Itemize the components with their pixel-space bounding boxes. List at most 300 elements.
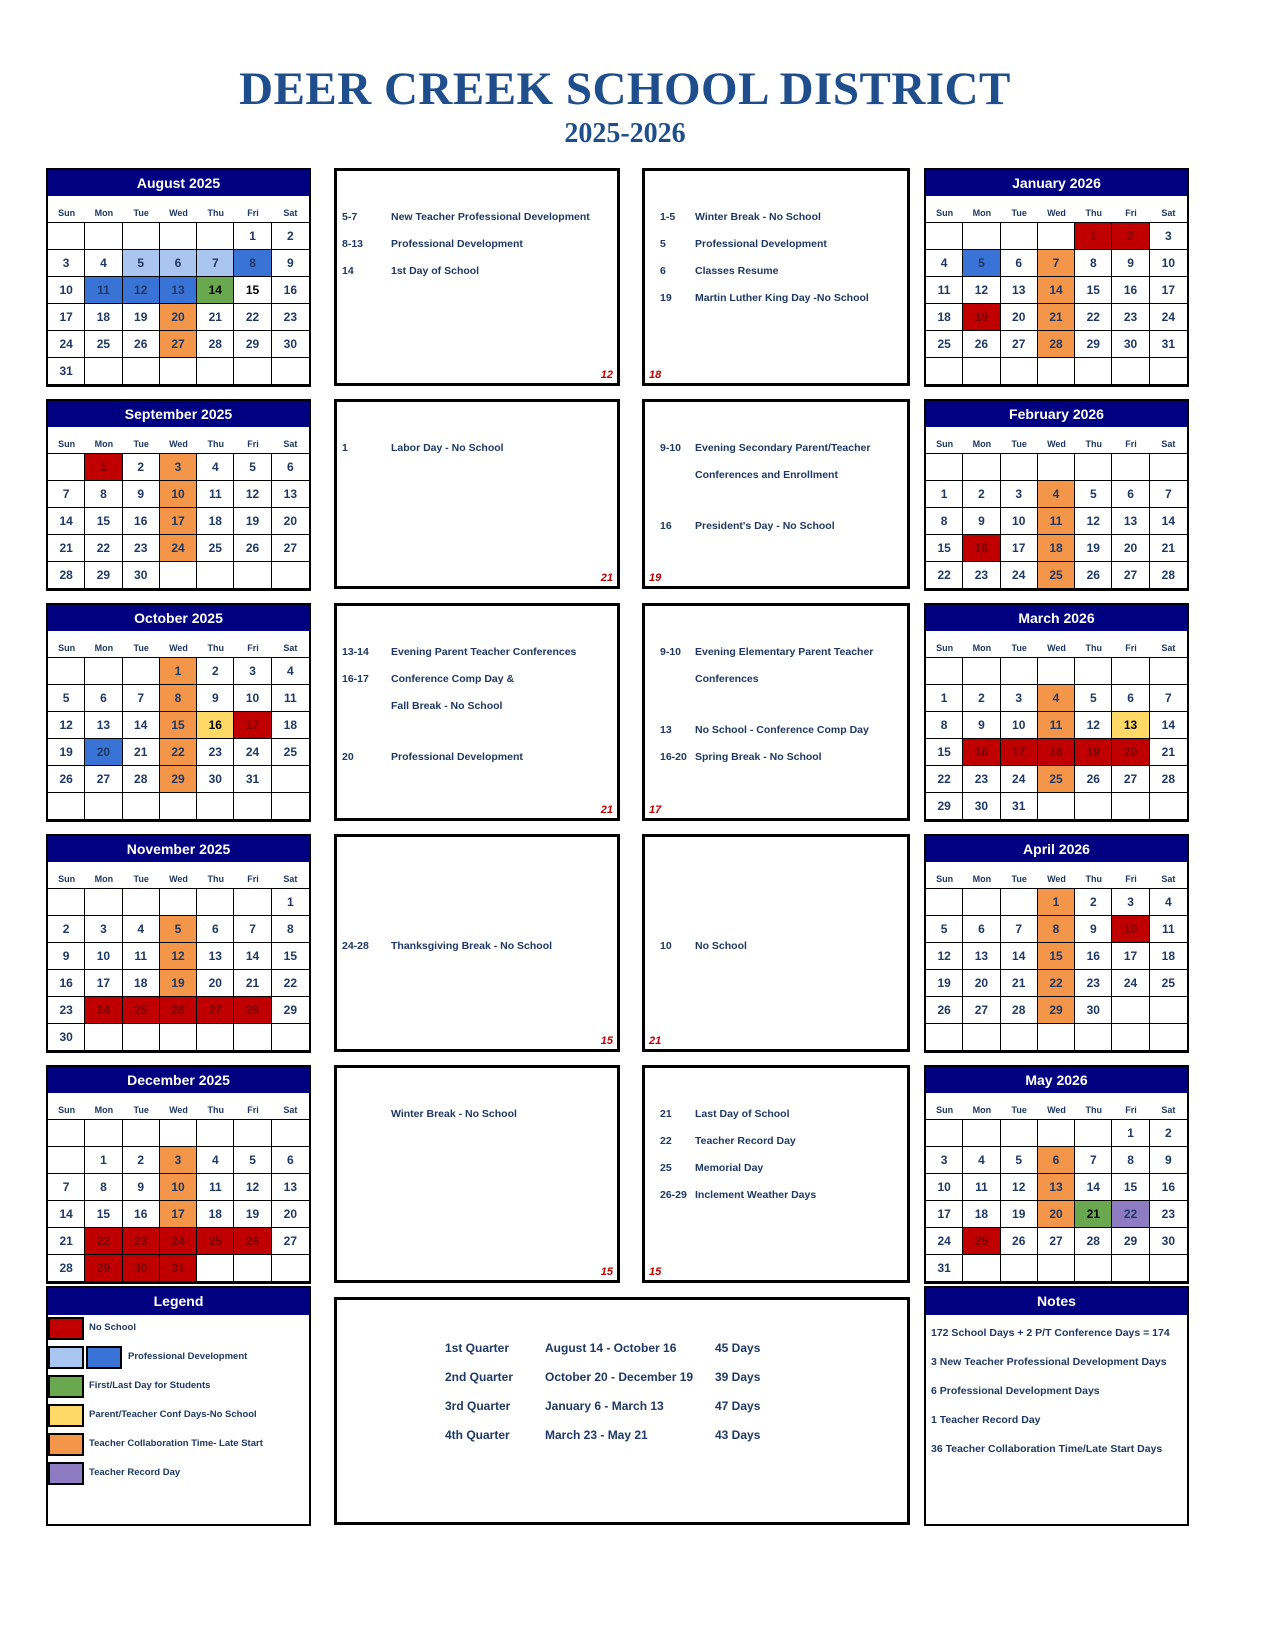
day-cell: 21 <box>48 535 85 562</box>
weekday-label: Wed <box>169 208 188 218</box>
day-cell <box>197 793 234 820</box>
day-cell: 21 <box>1150 739 1187 766</box>
event-date: 16-17 <box>342 673 369 685</box>
day-cell: 9 <box>1150 1147 1187 1174</box>
day-cell: 19 <box>234 508 271 535</box>
day-cell <box>197 889 234 916</box>
legend-label: Parent/Teacher Conf Days-No School <box>89 1409 257 1420</box>
day-cell: 26 <box>123 331 160 358</box>
events-box <box>334 834 620 1052</box>
month-calendar <box>924 168 1189 387</box>
event-date: 13-14 <box>342 646 369 658</box>
day-cell: 24 <box>160 535 197 562</box>
day-cell: 18 <box>85 304 122 331</box>
day-cell: 9 <box>197 685 234 712</box>
day-cell: 22 <box>1038 970 1075 997</box>
day-cell: 30 <box>963 793 1000 820</box>
day-cell: 27 <box>1112 766 1149 793</box>
day-cell: 4 <box>85 250 122 277</box>
day-cell: 1 <box>160 658 197 685</box>
day-cell <box>48 454 85 481</box>
weekday-label: Tue <box>133 1105 149 1115</box>
day-cell: 23 <box>48 997 85 1024</box>
day-cell: 8 <box>926 712 963 739</box>
day-cell: 30 <box>197 766 234 793</box>
weekday-label: Fri <box>1125 1105 1137 1115</box>
day-cell: 13 <box>272 481 309 508</box>
day-cell: 16 <box>48 970 85 997</box>
day-cell: 26 <box>1001 1228 1038 1255</box>
event-text: President's Day - No School <box>695 520 835 533</box>
day-cell: 17 <box>85 970 122 997</box>
weekday-header <box>926 196 1187 222</box>
day-cell: 28 <box>1001 997 1038 1024</box>
weekday-label: Tue <box>133 874 149 884</box>
day-cell: 12 <box>963 277 1000 304</box>
event-text: Martin Luther King Day -No School <box>695 292 869 304</box>
weekday-header <box>48 196 309 222</box>
day-cell: 1 <box>1112 1120 1149 1147</box>
legend-label: First/Last Day for Students <box>89 1380 211 1391</box>
event-date: 9-10 <box>660 442 682 454</box>
day-cell <box>160 1024 197 1051</box>
day-cell: 10 <box>1150 250 1187 277</box>
month-calendar <box>924 603 1189 822</box>
month-calendar <box>46 834 311 1053</box>
day-cell: 6 <box>963 916 1000 943</box>
day-cell: 10 <box>926 1174 963 1201</box>
day-cell <box>1150 454 1187 481</box>
weekday-label: Tue <box>1011 439 1027 449</box>
day-cell: 7 <box>1038 250 1075 277</box>
day-cell: 2 <box>123 1147 160 1174</box>
day-cell: 9 <box>1075 916 1112 943</box>
day-cell <box>1075 1255 1112 1282</box>
day-cell: 18 <box>1150 943 1187 970</box>
events-box <box>642 168 910 386</box>
day-cell: 16 <box>1150 1174 1187 1201</box>
event-date: 21 <box>660 1108 672 1120</box>
day-cell: 29 <box>85 1255 122 1282</box>
day-cell <box>926 223 963 250</box>
weekday-label: Tue <box>133 643 149 653</box>
day-cell: 27 <box>160 331 197 358</box>
event-text: Fall Break - No School <box>391 700 503 712</box>
day-cell: 13 <box>1001 277 1038 304</box>
day-cell <box>234 1120 271 1147</box>
day-grid <box>926 222 1187 385</box>
day-cell <box>197 1024 234 1051</box>
weekday-label: Sun <box>936 208 954 218</box>
day-cell: 12 <box>234 1174 271 1201</box>
day-cell: 10 <box>48 277 85 304</box>
day-cell: 8 <box>234 250 271 277</box>
day-cell <box>1001 454 1038 481</box>
day-cell: 20 <box>197 970 234 997</box>
day-cell: 28 <box>48 1255 85 1282</box>
event-text: Inclement Weather Days <box>695 1189 817 1201</box>
day-cell: 29 <box>1075 331 1112 358</box>
note-item: 36 Teacher Collaboration Time/Late Start Days <box>931 1443 1163 1455</box>
legend-label: Professional Development <box>128 1351 248 1362</box>
day-cell: 3 <box>160 454 197 481</box>
weekday-label: Mon <box>94 643 114 653</box>
weekday-label: Sat <box>1161 208 1176 218</box>
day-cell: 26 <box>1075 766 1112 793</box>
weekday-label: Sun <box>58 439 76 449</box>
month-title: October 2025 <box>48 605 309 631</box>
day-cell: 1 <box>85 454 122 481</box>
day-cell <box>48 658 85 685</box>
weekday-label: Sat <box>283 1105 298 1115</box>
day-cell: 30 <box>1075 997 1112 1024</box>
event-text: Last Day of School <box>695 1108 790 1120</box>
day-cell <box>1038 358 1075 385</box>
day-cell: 8 <box>1075 250 1112 277</box>
instruction-day-count: 18 <box>649 369 662 381</box>
quarter-q: 2nd Quarter <box>445 1370 514 1384</box>
day-cell: 6 <box>272 454 309 481</box>
day-cell: 17 <box>1112 943 1149 970</box>
day-cell <box>234 358 271 385</box>
day-cell: 3 <box>1150 223 1187 250</box>
day-cell: 24 <box>85 997 122 1024</box>
day-cell: 12 <box>48 712 85 739</box>
weekday-label: Thu <box>207 439 225 449</box>
day-cell: 17 <box>1150 277 1187 304</box>
instruction-day-count: 15 <box>600 1266 613 1278</box>
day-cell: 31 <box>1150 331 1187 358</box>
day-cell: 16 <box>272 277 309 304</box>
day-cell: 11 <box>197 1174 234 1201</box>
month-title: November 2025 <box>48 836 309 862</box>
day-cell <box>1150 793 1187 820</box>
day-cell <box>1112 1255 1149 1282</box>
day-cell: 10 <box>234 685 271 712</box>
day-cell: 11 <box>272 685 309 712</box>
day-grid <box>926 453 1187 589</box>
day-cell: 5 <box>48 685 85 712</box>
events-box <box>642 399 910 589</box>
day-cell: 18 <box>197 508 234 535</box>
event-text: Evening Elementary Parent Teacher <box>695 646 874 658</box>
day-cell: 25 <box>123 997 160 1024</box>
day-cell: 5 <box>963 250 1000 277</box>
event-text: Classes Resume <box>695 265 779 277</box>
day-cell: 16 <box>963 535 1000 562</box>
day-cell: 29 <box>1112 1228 1149 1255</box>
day-cell: 31 <box>48 358 85 385</box>
day-cell: 28 <box>1150 766 1187 793</box>
day-cell: 2 <box>963 685 1000 712</box>
day-cell: 8 <box>85 481 122 508</box>
day-cell: 4 <box>1038 685 1075 712</box>
day-cell: 14 <box>197 277 234 304</box>
day-cell: 18 <box>272 712 309 739</box>
day-cell: 19 <box>160 970 197 997</box>
quarter-range: January 6 - March 13 <box>545 1399 664 1413</box>
event-date: 25 <box>660 1162 672 1174</box>
day-grid <box>926 1119 1187 1282</box>
day-cell: 15 <box>1112 1174 1149 1201</box>
day-cell: 7 <box>234 916 271 943</box>
weekday-label: Fri <box>1125 874 1137 884</box>
day-cell: 2 <box>272 223 309 250</box>
day-cell: 11 <box>1038 508 1075 535</box>
events-box <box>334 399 620 589</box>
day-cell: 26 <box>963 331 1000 358</box>
weekday-label: Thu <box>1085 208 1103 218</box>
weekday-label: Mon <box>94 208 114 218</box>
events-box <box>642 834 910 1052</box>
weekday-label: Sun <box>936 1105 954 1115</box>
day-cell: 2 <box>1112 223 1149 250</box>
day-cell: 20 <box>272 1201 309 1228</box>
weekday-label: Wed <box>169 643 188 653</box>
day-grid <box>48 888 309 1051</box>
weekday-header <box>48 1093 309 1119</box>
day-cell <box>85 358 122 385</box>
note-item: 172 School Days + 2 P/T Conference Days = 174 <box>931 1327 1170 1339</box>
day-cell <box>48 223 85 250</box>
day-cell: 18 <box>963 1201 1000 1228</box>
instruction-day-count: 15 <box>600 1035 613 1047</box>
day-cell <box>272 1024 309 1051</box>
day-cell: 2 <box>963 481 1000 508</box>
weekday-label: Sat <box>283 208 298 218</box>
day-cell <box>197 1255 234 1282</box>
day-cell: 12 <box>234 481 271 508</box>
day-cell <box>272 1255 309 1282</box>
day-cell: 25 <box>963 1228 1000 1255</box>
day-cell: 15 <box>234 277 271 304</box>
day-cell: 28 <box>197 331 234 358</box>
day-cell <box>272 358 309 385</box>
day-cell: 8 <box>926 508 963 535</box>
day-cell: 27 <box>1038 1228 1075 1255</box>
weekday-label: Mon <box>972 1105 992 1115</box>
weekday-label: Sat <box>1161 439 1176 449</box>
weekday-label: Sun <box>58 874 76 884</box>
day-cell: 2 <box>1150 1120 1187 1147</box>
day-cell <box>1038 1120 1075 1147</box>
day-cell: 31 <box>234 766 271 793</box>
day-cell: 3 <box>1001 481 1038 508</box>
day-cell: 23 <box>963 766 1000 793</box>
day-cell: 5 <box>123 250 160 277</box>
event-text: Spring Break - No School <box>695 751 822 764</box>
day-cell: 17 <box>1001 739 1038 766</box>
weekday-label: Sun <box>58 1105 76 1115</box>
note-item: 1 Teacher Record Day <box>931 1414 1041 1426</box>
weekday-label: Fri <box>247 439 259 449</box>
day-cell <box>234 562 271 589</box>
day-cell: 23 <box>272 304 309 331</box>
day-cell: 27 <box>1112 562 1149 589</box>
day-cell: 20 <box>1112 535 1149 562</box>
weekday-label: Mon <box>972 874 992 884</box>
day-cell: 23 <box>197 739 234 766</box>
month-calendar <box>46 168 311 387</box>
event-text: Teacher Record Day <box>695 1135 796 1147</box>
quarter-days: 43 Days <box>715 1428 761 1442</box>
day-cell: 1 <box>85 1147 122 1174</box>
day-cell <box>1150 358 1187 385</box>
day-cell <box>1112 793 1149 820</box>
day-cell <box>1001 889 1038 916</box>
month-calendar <box>924 399 1189 591</box>
instruction-day-count: 17 <box>649 804 662 816</box>
day-cell <box>197 1120 234 1147</box>
events-box <box>334 168 620 386</box>
event-text: Winter Break - No School <box>695 211 821 223</box>
day-cell <box>123 223 160 250</box>
day-cell: 21 <box>123 739 160 766</box>
day-cell: 5 <box>234 1147 271 1174</box>
weekday-label: Mon <box>94 874 114 884</box>
event-date: 16 <box>660 520 672 533</box>
day-cell <box>272 766 309 793</box>
day-cell <box>48 1147 85 1174</box>
day-cell: 9 <box>48 943 85 970</box>
day-cell: 25 <box>197 1228 234 1255</box>
weekday-label: Fri <box>1125 208 1137 218</box>
weekday-label: Tue <box>133 439 149 449</box>
day-cell <box>85 1024 122 1051</box>
day-cell: 28 <box>1150 562 1187 589</box>
day-cell: 1 <box>272 889 309 916</box>
day-cell <box>1112 454 1149 481</box>
day-cell <box>926 1024 963 1051</box>
day-cell <box>234 1024 271 1051</box>
day-cell: 30 <box>1150 1228 1187 1255</box>
day-cell: 25 <box>926 331 963 358</box>
event-text: Professional Development <box>391 751 523 764</box>
day-cell: 10 <box>160 1174 197 1201</box>
day-cell <box>926 1120 963 1147</box>
weekday-label: Sun <box>936 439 954 449</box>
day-cell: 15 <box>1038 943 1075 970</box>
event-date: 8-13 <box>342 238 364 250</box>
day-cell: 20 <box>963 970 1000 997</box>
day-cell: 11 <box>1038 712 1075 739</box>
day-cell: 8 <box>272 916 309 943</box>
day-cell: 20 <box>160 304 197 331</box>
day-cell: 7 <box>197 250 234 277</box>
day-cell: 22 <box>926 562 963 589</box>
weekday-label: Fri <box>247 643 259 653</box>
event-date: 1-5 <box>660 211 676 223</box>
instruction-day-count: 12 <box>600 369 613 381</box>
day-cell: 22 <box>85 1228 122 1255</box>
day-cell: 16 <box>123 508 160 535</box>
day-cell: 10 <box>1112 916 1149 943</box>
day-cell: 12 <box>160 943 197 970</box>
weekday-header <box>48 862 309 888</box>
weekday-label: Fri <box>247 874 259 884</box>
day-cell: 23 <box>123 535 160 562</box>
day-cell: 6 <box>272 1147 309 1174</box>
weekday-label: Wed <box>1047 439 1066 449</box>
day-cell: 18 <box>123 970 160 997</box>
day-cell: 29 <box>272 997 309 1024</box>
day-cell: 8 <box>85 1174 122 1201</box>
day-cell <box>1038 1024 1075 1051</box>
day-cell: 28 <box>1075 1228 1112 1255</box>
day-cell: 13 <box>1112 508 1149 535</box>
event-text: New Teacher Professional Development <box>391 211 590 223</box>
quarter-q: 1st Quarter <box>445 1341 510 1355</box>
event-date: 13 <box>660 724 672 737</box>
weekday-label: Sat <box>1161 874 1176 884</box>
day-cell: 29 <box>234 331 271 358</box>
day-cell: 19 <box>48 739 85 766</box>
weekday-label: Thu <box>207 874 225 884</box>
month-title: February 2026 <box>926 401 1187 427</box>
day-cell <box>1001 358 1038 385</box>
day-cell: 13 <box>272 1174 309 1201</box>
day-cell <box>1075 1120 1112 1147</box>
month-calendar <box>46 1065 311 1284</box>
weekday-label: Tue <box>1011 643 1027 653</box>
weekday-label: Thu <box>1085 439 1103 449</box>
day-cell: 4 <box>963 1147 1000 1174</box>
day-cell <box>1038 793 1075 820</box>
month-calendar <box>46 399 311 591</box>
day-cell: 13 <box>963 943 1000 970</box>
day-cell: 20 <box>1001 304 1038 331</box>
day-cell: 17 <box>926 1201 963 1228</box>
weekday-label: Sat <box>1161 1105 1176 1115</box>
day-cell <box>1075 358 1112 385</box>
day-cell: 19 <box>1075 535 1112 562</box>
day-cell: 21 <box>1038 304 1075 331</box>
event-text: Professional Development <box>695 238 827 250</box>
day-cell <box>963 658 1000 685</box>
weekday-label: Sat <box>283 439 298 449</box>
event-text: No School - Conference Comp Day <box>695 724 869 737</box>
day-cell: 13 <box>1038 1174 1075 1201</box>
day-cell <box>926 658 963 685</box>
month-title: August 2025 <box>48 170 309 196</box>
weekday-label: Mon <box>94 1105 114 1115</box>
note-item: 6 Professional Development Days <box>931 1385 1100 1397</box>
day-cell: 3 <box>48 250 85 277</box>
day-cell <box>234 1255 271 1282</box>
day-cell <box>963 454 1000 481</box>
weekday-header <box>48 427 309 453</box>
day-cell: 31 <box>926 1255 963 1282</box>
day-cell: 1 <box>926 685 963 712</box>
event-text: Winter Break - No School <box>391 1108 517 1120</box>
legend-title: Legend <box>48 1288 309 1315</box>
day-cell: 9 <box>963 508 1000 535</box>
quarter-days: 47 Days <box>715 1399 761 1413</box>
day-cell <box>272 793 309 820</box>
day-grid <box>926 657 1187 820</box>
month-calendar <box>924 834 1189 1053</box>
legend-box <box>46 1286 311 1526</box>
event-text: Memorial Day <box>695 1162 764 1174</box>
day-cell <box>48 793 85 820</box>
day-cell: 12 <box>926 943 963 970</box>
day-cell: 21 <box>48 1228 85 1255</box>
weekday-label: Thu <box>1085 643 1103 653</box>
day-cell: 20 <box>272 508 309 535</box>
day-cell: 6 <box>197 916 234 943</box>
day-cell: 14 <box>234 943 271 970</box>
weekday-label: Mon <box>972 439 992 449</box>
